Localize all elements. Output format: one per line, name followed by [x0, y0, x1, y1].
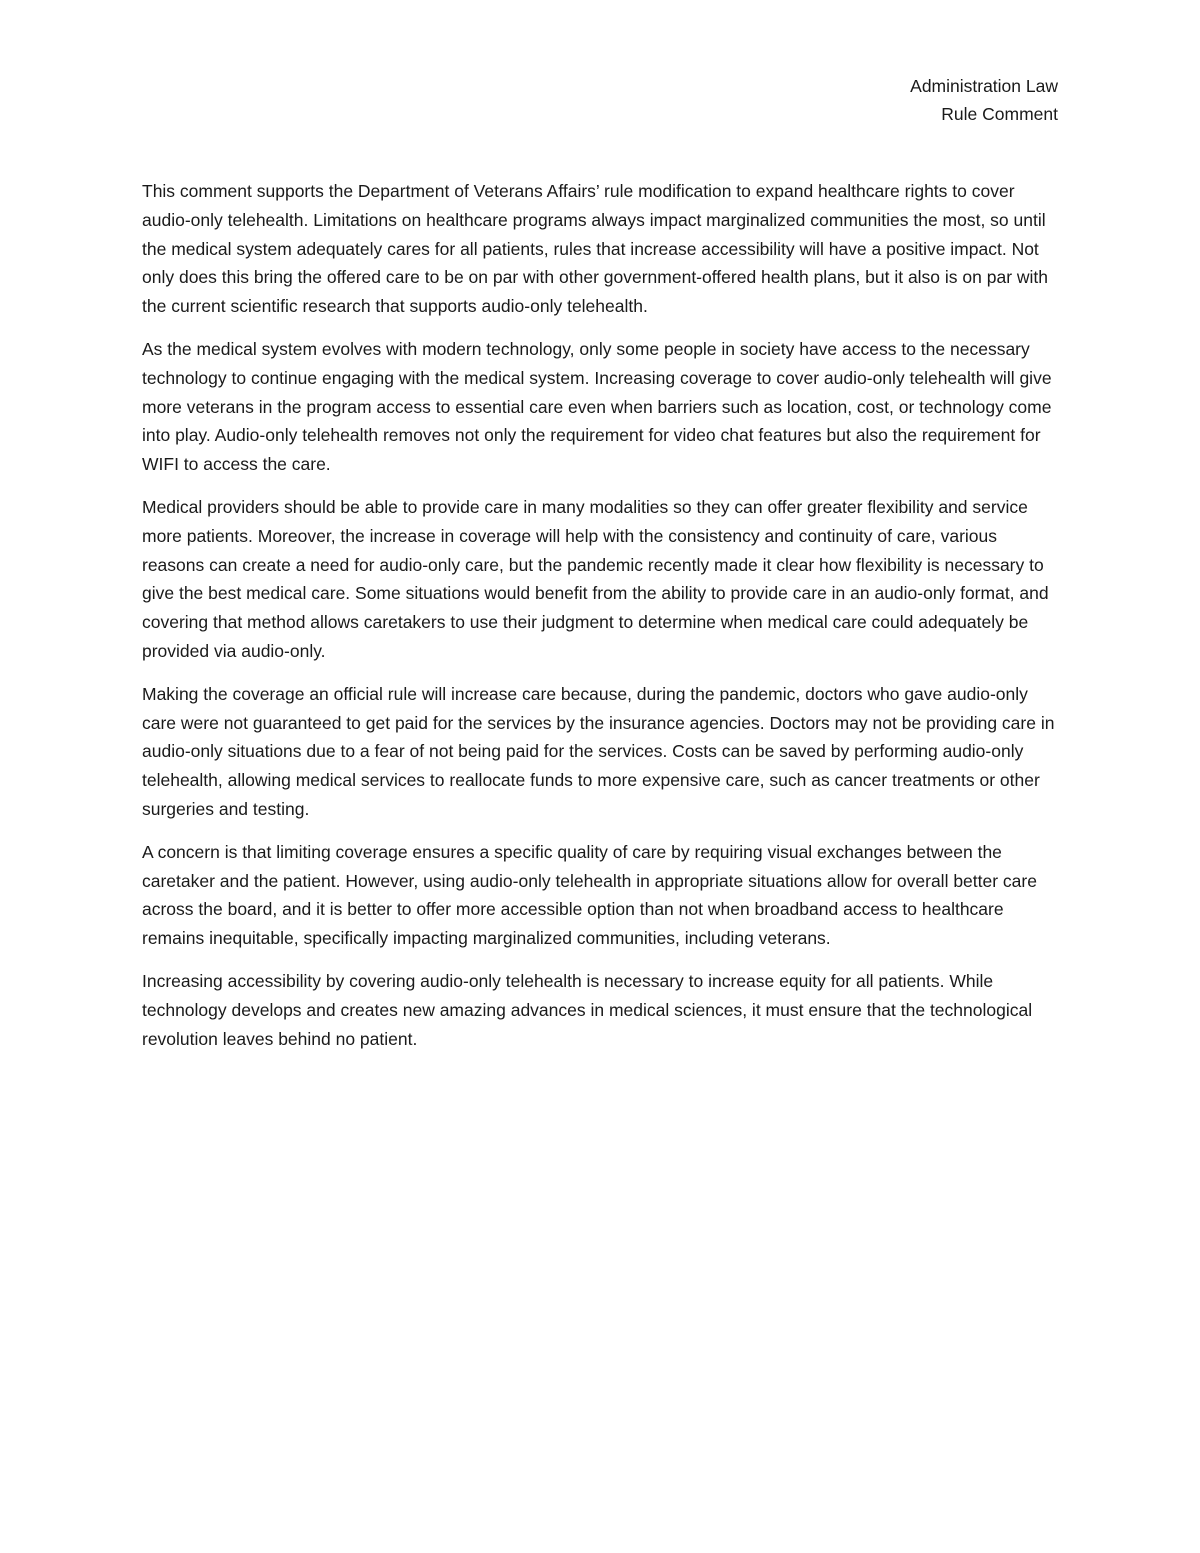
- paragraph-5: A concern is that limiting coverage ensures a specific quality of care by requiring visual exchanges between the caretaker and the patient. However, using audio-only telehealth in appropriate situations allow for overall better care across the board, and it is better to offer more accessible option than not when broadband access to healthcare remains inequitable, specifically impacting marginalized communities, including veterans.: [142, 841, 1037, 949]
- paragraph-3: Medical providers should be able to provide care in many modalities so they can offer greater flexibility and service more patients. Moreover, the increase in coverage will help with the consistency and continuity of care, various reasons can create a need for audio-only care, but the pandemic recently made it clear how flexibility is necessary to give the best medical care. Some situations would benefit from the ability to provide care in an audio-only format, and covering that method allows caretakers to use their judgment to determine when medical care could adequately be provided via audio-only.: [142, 496, 1049, 661]
- paragraph-2: As the medical system evolves with modern technology, only some people in society have access to the necessary technology to continue engaging with the medical system. Increasing coverage to cover audio-only telehealth will give more veterans in the program access to essential care even when barriers such as location, cost, or technology come into play. Audio-only telehealth removes not only the requirement for video chat features but also the requirement for WIFI to access the care.: [142, 338, 1052, 475]
- header-assignment-title: Rule Comment: [941, 104, 1058, 124]
- paragraph-6: Increasing accessibility by covering audio-only telehealth is necessary to increase equity for all patients. While technology develops and creates new amazing advances in medical sciences, it must ensure that the technological revolution leaves behind no patient.: [142, 970, 1033, 1049]
- header-course-title: Administration Law: [910, 76, 1058, 96]
- document-header: [910, 72, 1058, 128]
- document-body: [142, 177, 1060, 1067]
- paragraph-4: Making the coverage an official rule will increase care because, during the pandemic, doctors who gave audio-only care were not guaranteed to get paid for the services by the insurance agencies. Doctors may not be providing care in audio-only situations due to a fear of not being paid for the services. Costs can be saved by performing audio-only telehealth, allowing medical services to reallocate funds to more expensive care, such as cancer treatments or other surgeries and testing.: [142, 683, 1055, 819]
- paragraph-1: This comment supports the Department of Veterans Affairs’ rule modification to expand healthcare rights to cover audio-only telehealth. Limitations on healthcare programs always impact marginalized communities the most, so until the medical system adequately cares for all patients, rules that increase accessibility will have a positive impact. Not only does this bring the offered care to be on par with other government-offered health plans, but it also is on par with the current scientific research that supports audio-only telehealth.: [142, 181, 1049, 317]
